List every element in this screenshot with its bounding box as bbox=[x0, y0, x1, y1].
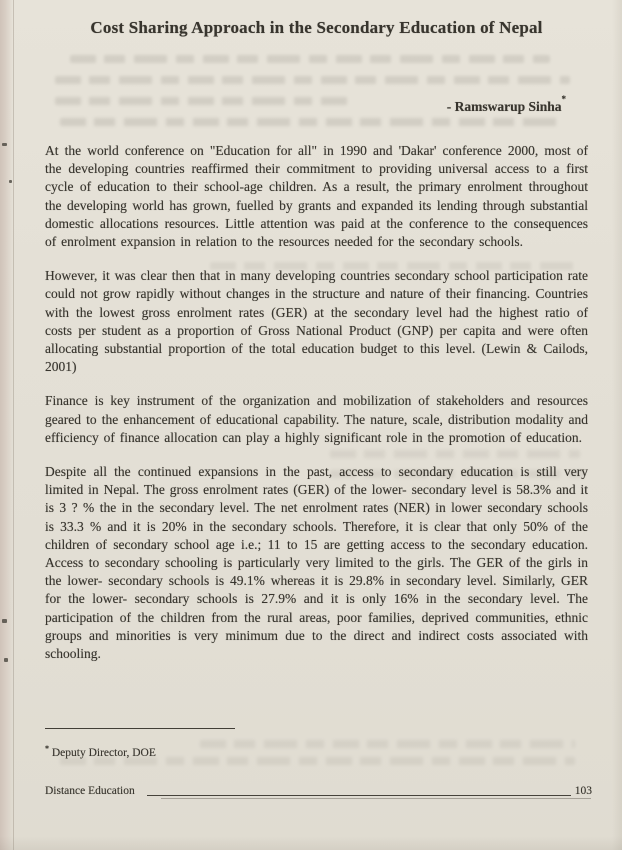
author-footnote-marker: * bbox=[561, 94, 566, 104]
article-body bbox=[45, 0, 588, 679]
scan-edge-shadow-left bbox=[0, 0, 13, 850]
paragraph: Despite all the continued expansions in the past, access to secondary education is still very limited in Nepal. The gross enrolment rates (GER) of the lower- secondary level is 58.3% and it is 3 ? % the in the secondary level. The net enrolment rates (NER) in lower secondary schools is 33.3 % and it is 20% in the secondary schools. Therefore, it is clear that only 50% of the children of secondary school age i.e.; 11 to 15 are getting access to the secondary education. Access to secondary schooling is particularly very limited to the girls. The GER of the girls in the lower- secondary schools is 49.1% whereas it is 29.8% in secondary level. Similarly, GER for the lower- secondary schools is 27.9% and it is only 16% in the secondary level. The participation of the children from the rural areas, poor families, deprived communities, ethnic groups and minorities is very minimum due to the direct and indirect costs associated with schooling. bbox=[45, 464, 588, 662]
margin-speck bbox=[9, 180, 12, 183]
margin-speck bbox=[2, 143, 7, 146]
page-number: 103 bbox=[574, 785, 592, 797]
paragraph: Finance is key instrument of the organization and mobilization of stakeholders and resources geared to the enhancement of educational capability. The nature, scale, distribution modality and efficiency of finance allocation can play a highly significant role in the promotion of education. bbox=[45, 393, 588, 445]
scan-edge-shadow-bottom bbox=[0, 836, 622, 850]
paragraphs-block bbox=[45, 142, 588, 663]
journal-title: Distance Education bbox=[45, 785, 135, 797]
footnote bbox=[45, 741, 445, 761]
page-title: Cost Sharing Approach in the Secondary Education of Nepal bbox=[90, 18, 543, 37]
page-fold-line bbox=[13, 0, 14, 850]
paragraph: However, it was clear then that in many developing countries secondary school participation rate could not grow rapidly without changes in the structure and nature of their financing. Countries with the lowest gross enrolment rates (GER) at the secondary level had the highest ratio of costs per student as a proportion of Gross National Product (GNP) per capita and were often allocating substantial proportion of the total education budget to this level. (Lewin & Cailods, 2001) bbox=[45, 268, 588, 375]
scan-edge-shadow-right bbox=[612, 0, 622, 850]
footnote-text: Deputy Director, DOE bbox=[51, 747, 156, 759]
footnote-area bbox=[45, 728, 445, 761]
margin-speck bbox=[2, 619, 7, 623]
author-line bbox=[45, 90, 588, 116]
author-name: - Ramswarup Sinha bbox=[446, 99, 562, 114]
footnote-marker: * bbox=[45, 744, 49, 753]
footer-rule bbox=[147, 795, 571, 796]
margin-speck bbox=[4, 658, 8, 662]
page-footer bbox=[45, 784, 592, 799]
footnote-separator-rule bbox=[45, 728, 235, 729]
paragraph: At the world conference on "Education for all" in 1990 and 'Dakar' conference 2000, most of the developing countries reaffirmed their commitment to providing universal access to a first cycle of education to their school-age children. As a result, the primary enrolment throughout the developing world has grown, fuelled by grants and expanded its lending through substantial domestic allocations resources. Little attention was paid at the conference to the consequences of enrolment expansion in relation to the resources needed for the secondary schools. bbox=[45, 143, 588, 250]
